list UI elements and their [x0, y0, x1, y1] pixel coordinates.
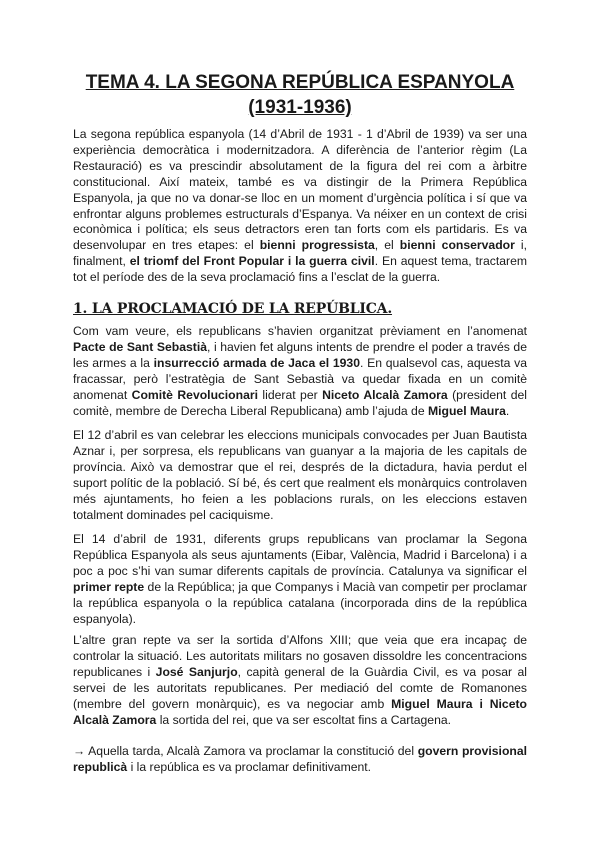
- section-paragraph-2: El 12 d’abril es van celebrar les eleccions municipals convocades per Juan Bautista Aznar i, per sorpresa, els republicans van guanyar a la majoria de les capitals de província. Això va demostrar que el rei, després de la dictadura, havia perdut el suport polític de la població. Sí bé, és cert que realment els monàrquics controlaven més ajuntaments, ho feien a les poblacions rurals, on les eleccions estaven totalment dominades pel caciquisme.: [73, 428, 527, 522]
- section-paragraph-5: → Aquella tarda, Alcalà Zamora va proclamar la constitució del govern provisional republicà i la república es va proclamar definitivament.: [73, 744, 527, 774]
- term-bienni-progressista: bienni progressista: [259, 238, 375, 253]
- term-insurreccio-jaca: insurrecció armada de Jaca el 1930: [153, 355, 360, 370]
- term-miguel-maura: Miguel Maura: [427, 403, 506, 418]
- section-paragraph-3: El 14 d’abril de 1931, diferents grups republicans van proclamar la Segona República Espanyola als seus ajuntaments (Eibar, València, Madrid i Barcelona) i a poc a poc s’hi van sumar diferents capitals de província. Catalunya va significar el primer repte de la República; ja que Companys i Macià van competir per proclamar la república espanyola o la república catalana (incorporada dins de la república espanyola).: [73, 532, 528, 626]
- section-heading: 1. LA PROCLAMACIÓ DE LA REPÚBLICA.: [73, 301, 393, 317]
- intro-paragraph: La segona república espanyola (14 d’Abril de 1931 - 1 d’Abril de 1939) va ser una experiència democràtica i modernitzadora. A diferència de l’anterior règim (La Restauració) es va prescindir absolutament de la figura del rei com a àrbitre constitucional. Així mateix, també es va distingir de la Primera República Espanyola, ja que no va donar-se lloc en un moment d’urgència política i sí que va enfrontar alguns problemes estructurals d’Espanya. Va néixer en un context de crisi econòmica i política; els seus detractors eren tan forts com els partidaris. Es va desenvolupar en tres etapes: el bienni progressista, el bienni conservador i, finalment, el triomf del Front Popular i la guerra civil. En aquest tema, tractarem tot el període des de la seva proclamació fins a l’esclat de la guerra.: [73, 127, 528, 285]
- term-jose-sanjurjo: José Sanjurjo: [155, 664, 238, 679]
- term-comite-revolucionari: Comitè Revolucionari: [131, 387, 258, 402]
- title-line-2: (1931-1936): [248, 97, 352, 118]
- section-paragraph-1: Com vam veure, els republicans s’havien organitzat prèviament en l’anomenat Pacte de Sant Sebastià, i havien fet alguns intents de prendre el poder a través de les armes a la insurrecció armada de Jaca el 1930. En qualsevol cas, aquesta va fracassar, però l’estratègia de Sant Sebastià va quedar fixada en un comitè anomenat Comitè Revolucionari liderat per Niceto Alcalà Zamora (president del comitè, membre de Derecha Liberal Republicana) amb l’ajuda de Miguel Maura.: [73, 324, 528, 418]
- term-maura-zamora: Miguel Maura i Niceto Alcalà Zamora: [73, 696, 527, 727]
- title-line-1: TEMA 4. LA SEGONA REPÚBLICA ESPANYOLA: [85, 72, 515, 93]
- term-bienni-conservador: bienni conservador: [399, 238, 515, 253]
- term-primer-repte: primer repte: [73, 579, 145, 594]
- term-govern-provisional: govern provisional republicà: [73, 744, 527, 774]
- page-title: [60, 70, 540, 120]
- term-front-popular: el triomf del Front Popular i la guerra civil: [129, 254, 375, 269]
- term-pacte-sant-sebastia: Pacte de Sant Sebastià: [73, 339, 207, 354]
- section-paragraph-4: L’altre gran repte va ser la sortida d’Alfons XIII; que veia que era incapaç de controlar la situació. Les autoritats militars no gosaven dissoldre les concentracions republicanes i José Sanjurjo, capità general de la Guàrdia Civil, es va posar al servei de les autoritats republicanes. Per mediació del comte de Romanones (membre del govern monàrquic), es va negociar amb Miguel Maura i Niceto Alcalà Zamora la sortida del rei, que va ser escoltat fins a Cartagena.: [73, 633, 527, 727]
- term-niceto-alcala-zamora: Niceto Alcalà Zamora: [322, 387, 448, 402]
